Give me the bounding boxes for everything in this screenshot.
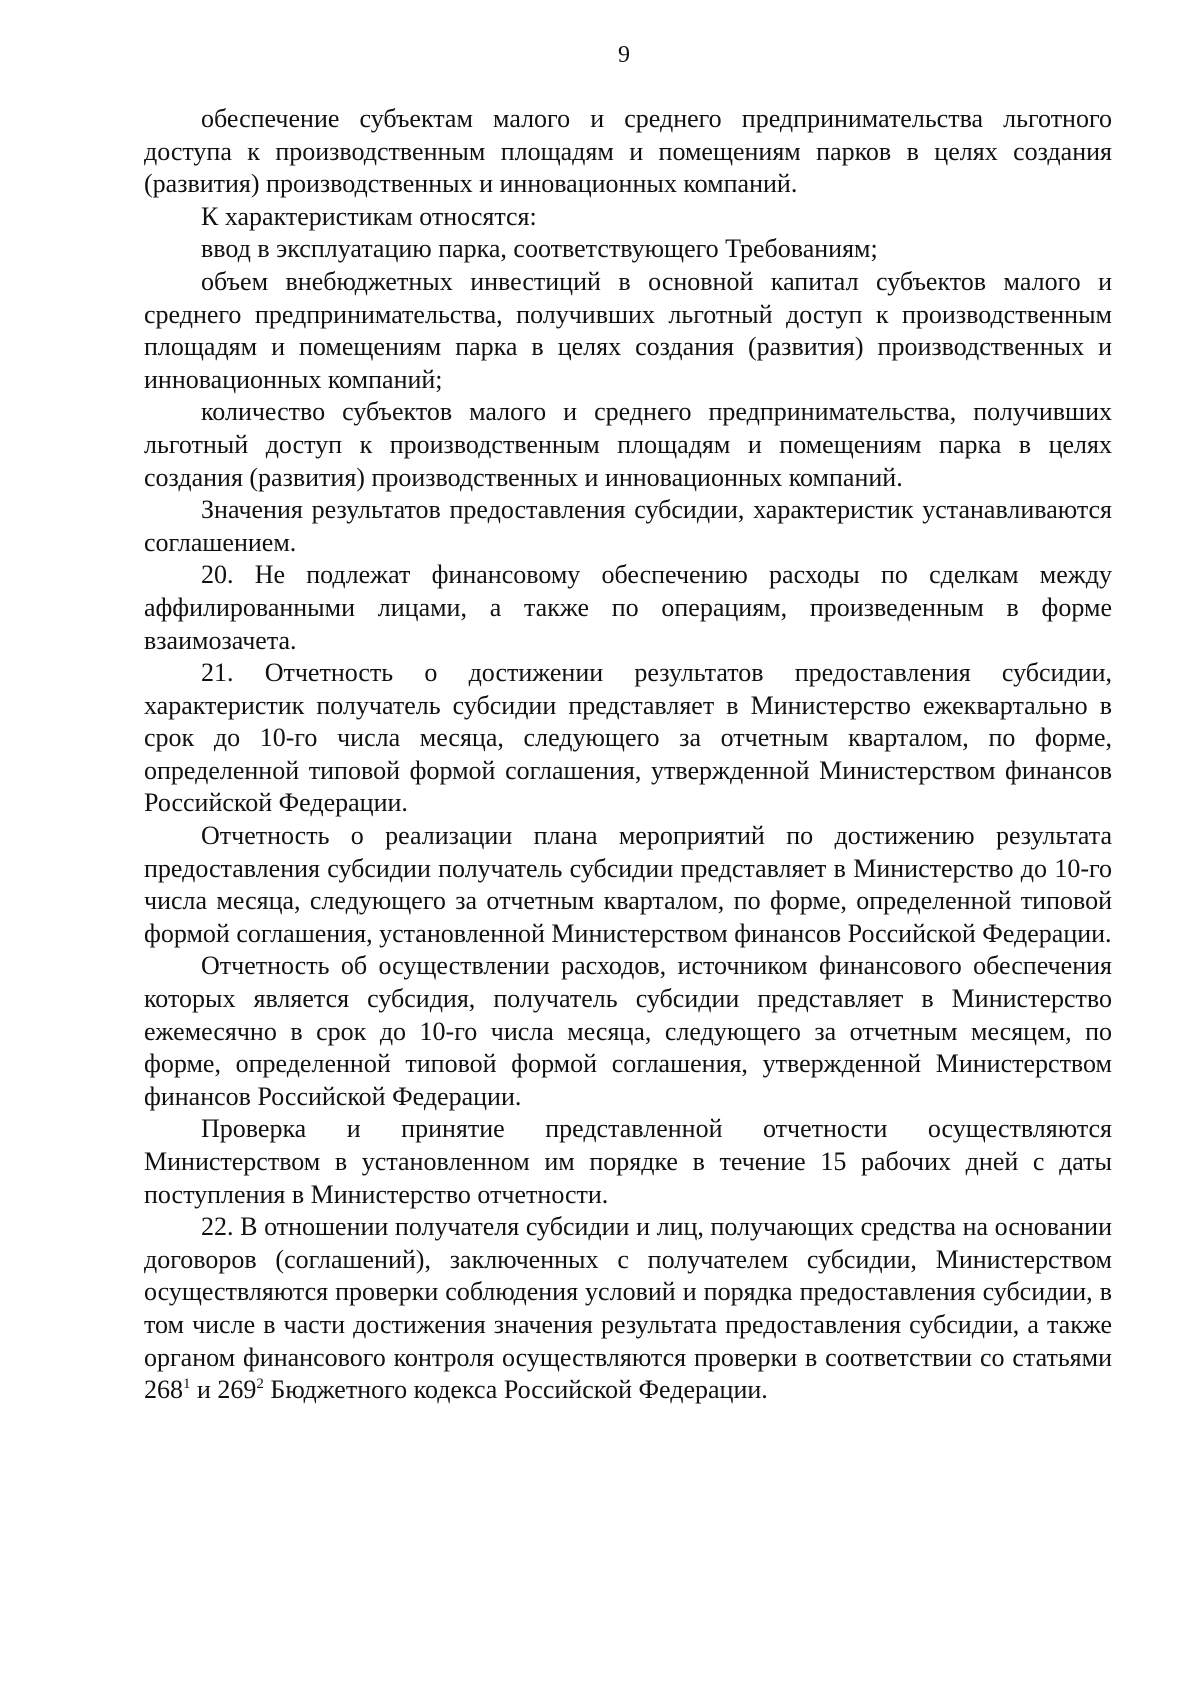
paragraph-plan-report: Отчетность о реализации плана мероприятий по достижению результата предоставления субсидии получатель субсидии представляет в Министерство до 10-го числа месяца, следующего за отчетным кварталом, по форме, определенной типовой формой соглашения, установленной Министерством финансов Российской Федерации. bbox=[144, 821, 1112, 948]
page-number: 9 bbox=[618, 42, 630, 68]
paragraph-characteristic-investments: объем внебюджетных инвестиций в основной капитал субъектов малого и среднего предпринимательства, получивших льготный доступ к производственным площадям и помещениям парка в целях создания (развития) производственных и инновационных компаний; bbox=[144, 266, 1112, 394]
paragraph-item-20: 20. Не подлежат финансовому обеспечению расходы по сделкам между аффилированными лицами, а также по операциям, произведенным в форме взаимозачета. bbox=[144, 560, 1112, 655]
paragraph-characteristic-count: количество субъектов малого и среднего предпринимательства, получивших льготный доступ к производственным площадям и помещениям парка в целях создания (развития) производственных и инновационных компаний. bbox=[144, 397, 1112, 492]
document-body bbox=[144, 103, 1112, 1407]
superscript-2: 2 bbox=[256, 1376, 264, 1393]
item-22-text: 22. В отношении получателя субсидии и лиц, получающих средства на основании договоров (соглашений), заключенных с получателем субсидии, Министерством осуществляются проверки соблюдения условий и порядка предоставления субсидии, в том числе в части достижения значения результата предоставления субсидии, а также органом финансового контроля осуществляются проверки в соответствии со статьями 268 bbox=[144, 1212, 1112, 1405]
paragraph-goal-clause: обеспечение субъектам малого и среднего предпринимательства льготного доступа к производственным площадям и помещениям парков в целях создания (развития) производственных и инновационных компаний. bbox=[144, 104, 1112, 199]
paragraph-characteristic-commissioning: ввод в эксплуатацию парка, соответствующего Требованиям; bbox=[201, 234, 878, 264]
paragraph-item-21: 21. Отчетность о достижении результатов предоставления субсидии, характеристик получатель субсидии представляет в Министерство ежеквартально в срок до 10-го числа месяца, следующего за отчетным кварталом, по форме, определенной типовой формой соглашения, утвержденной Министерством финансов Российской Федерации. bbox=[144, 658, 1112, 818]
paragraph-values-agreement: Значения результатов предоставления субсидии, характеристик устанавливаются соглашением. bbox=[144, 495, 1112, 557]
paragraph-verification: Проверка и принятие представленной отчетности осуществляются Министерством в установленном им порядке в течение 15 рабочих дней с даты поступления в Министерство отчетности. bbox=[144, 1114, 1112, 1209]
paragraph-characteristics-intro: К характеристикам относятся: bbox=[201, 201, 537, 231]
item-22-text-end: Бюджетного кодекса Российской Федерации. bbox=[263, 1375, 768, 1405]
item-22-text-middle: и 269 bbox=[190, 1375, 257, 1405]
paragraph-item-22 bbox=[144, 1211, 1112, 1407]
superscript-1: 1 bbox=[183, 1376, 191, 1393]
paragraph-expense-report: Отчетность об осуществлении расходов, источником финансового обеспечения которых является субсидия, получатель субсидии представляет в Министерство ежемесячно в срок до 10-го числа месяца, следующего за отчетным месяцем, по форме, определенной типовой формой соглашения, утвержденной Министерством финансов Российской Федерации. bbox=[144, 951, 1112, 1111]
